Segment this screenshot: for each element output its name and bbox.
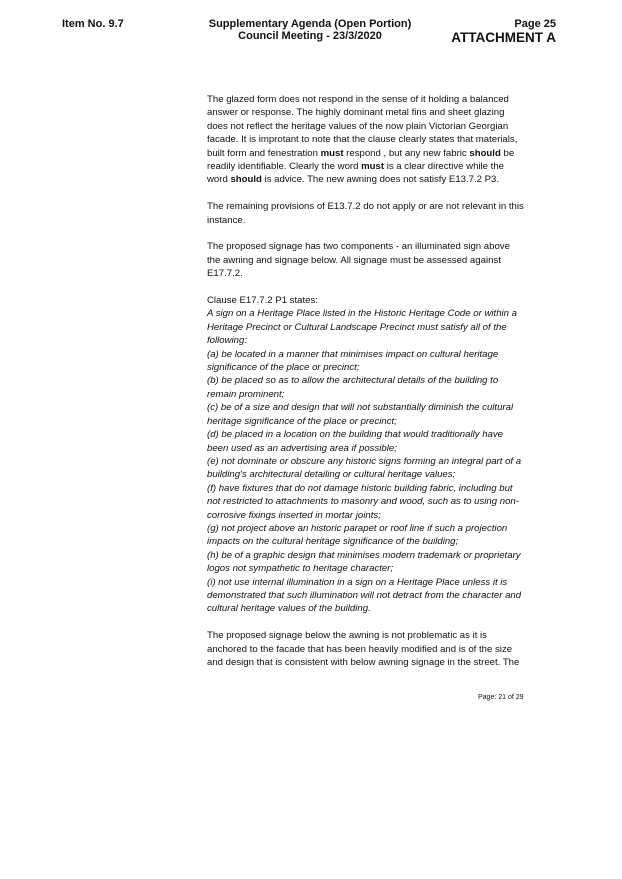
text-run: is a clear directive while the word	[207, 161, 505, 186]
paragraph-glazed-form	[207, 93, 525, 187]
attachment-label: ATTACHMENT A	[451, 30, 556, 45]
clause-item-h: (h) be of a graphic design that minimises modern trademark or proprietary logos not sympathetic to heritage character;	[207, 549, 521, 575]
emphasis-should: should	[230, 174, 262, 186]
clause-item-e: (e) not dominate or obscure any historic signs forming an integral part of a building's architectural detailing or cultural heritage values;	[207, 455, 522, 481]
clause-item-a: (a) be located in a manner that minimises impact on cultural heritage significance of the place or precinct;	[207, 348, 499, 374]
page-header-right	[451, 18, 556, 45]
text-run: The glazed form does not respond in the sense of it holding a balanced answer or response. The highly dominant metal fins and sheet glazing does not reflect the heritage values of the now plain Victorian Georgian facade. It is improtant to note that the clause clearly states that materials, built form and fenestration	[207, 94, 518, 159]
item-number: Item No. 9.7	[62, 18, 124, 30]
clause-item-d: (d) be placed in a location on the building that would traditionally have been used as an advertising area if possible;	[207, 429, 504, 454]
clause-item-f: (f) have fixtures that do not damage historic building fabric, including but not restricted to attachments to masonry and wood, such as to using non-corrosive fixings inserted in mortar joints;	[207, 482, 519, 521]
paragraph-signage-below-awning: The proposed signage below the awning is not problematic as it is anchored to the facade that has been heavily modified and is of the size and design that is consistent with below awning signage in the street. The	[207, 630, 520, 668]
emphasis-should: should	[469, 147, 501, 159]
clause-intro: A sign on a Heritage Place listed in the Historic Heritage Code or within a Heritage Precinct or Cultural Landscape Precinct must satisfy all of the following:	[207, 308, 517, 347]
clause-item-b: (b) be placed so as to allow the architectural details of the building to remain prominent;	[207, 375, 499, 400]
emphasis-must: must	[361, 161, 385, 173]
agenda-title-line2: Council Meeting - 23/3/2020	[238, 30, 382, 42]
document-body	[207, 93, 525, 683]
agenda-title-line1: Supplementary Agenda (Open Portion)	[208, 18, 412, 30]
clause-block	[207, 294, 525, 616]
paragraph-remaining-provisions: The remaining provisions of E13.7.2 do not apply or are not relevant in this instance.	[207, 201, 524, 226]
clause-item-c: (c) be of a size and design that will not substantially diminish the cultural heritage significance of the place or precinct;	[207, 402, 514, 427]
page-footer-number: Page: 21 of 29	[478, 694, 524, 701]
agenda-title	[170, 18, 450, 42]
emphasis-must: must	[320, 147, 344, 159]
text-run: be readily identifiable. Clearly the word	[207, 147, 515, 173]
paragraph-signage-components: The proposed signage has two components - an illuminated sign above the awning and signage below. All signage must be assessed against E17.7.2.	[207, 241, 510, 280]
clause-heading: Clause E17.7.2 P1 states:	[207, 295, 318, 307]
page-number-header: Page 25	[514, 18, 556, 30]
clause-item-i: (i) not use internal illumination in a sign on a Heritage Place unless it is demonstrated that such illumination will not detract from the character and cultural heritage values of the building.	[207, 576, 522, 615]
text-run: is advice. The new awning does not satisfy E13.7.2 P3.	[261, 174, 500, 186]
clause-item-g: (g) not project above an historic parapet or roof line if such a projection impacts on the cultural heritage significance of the building;	[207, 522, 508, 548]
text-run: respond , but any new fabric	[343, 147, 470, 159]
